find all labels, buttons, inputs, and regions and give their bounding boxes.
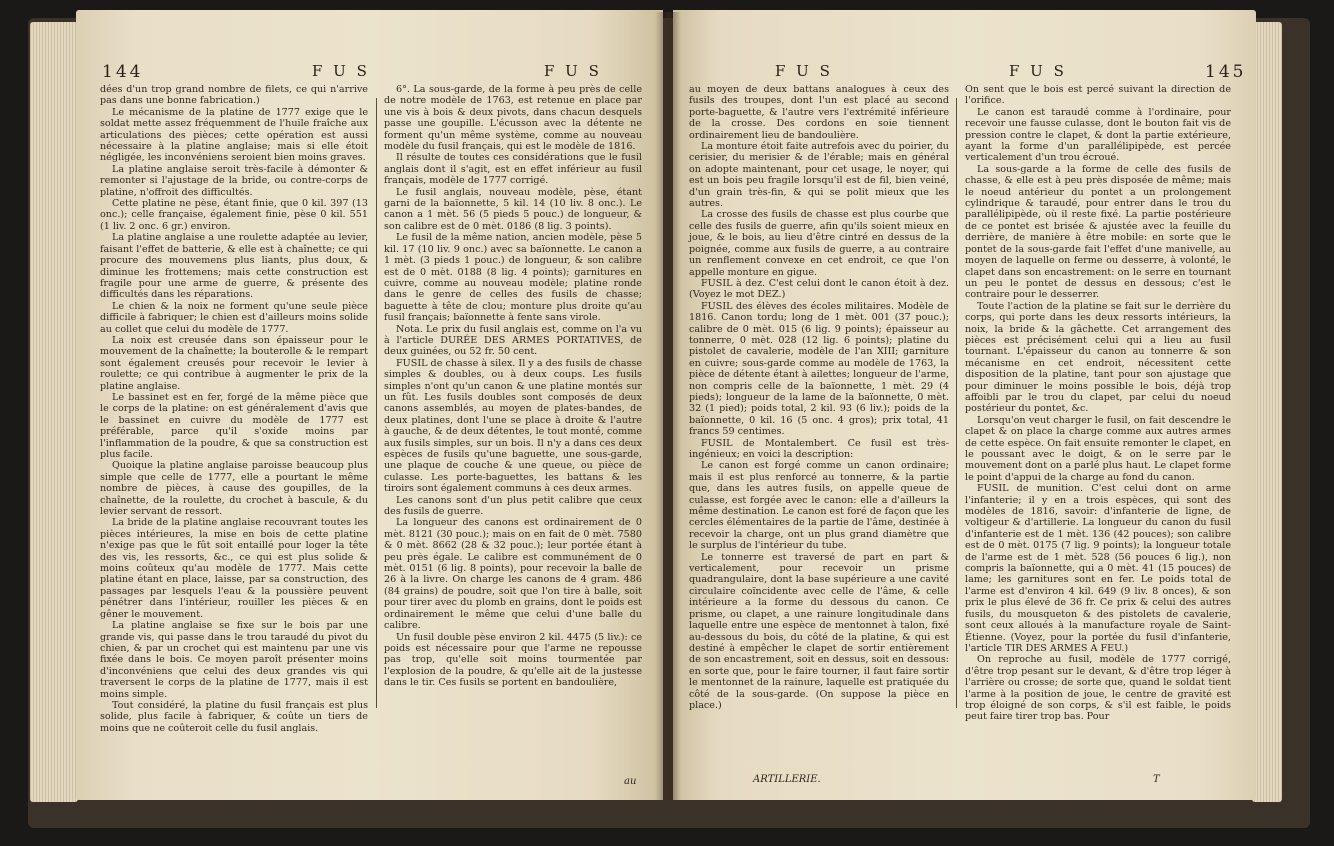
- paragraph: La monture étoit faite autrefois avec du poirier, du cerisier, du merisier & de l'érable; mais en général on adopte maintenant, pour cet usage, le noyer, qui est un bois peu fragile lorsqu'il est de fil, bien veiné, d'un grain très-fin, & qui se polit mieux que les autres.: [689, 141, 949, 210]
- page-number-left: 144: [102, 62, 144, 82]
- running-head-left-2: F U S: [544, 62, 602, 80]
- right-page-edges: [1252, 22, 1282, 802]
- paragraph: FUSIL de munition. C'est celui dont on arme l'infanterie; il y en a trois espèces, qui sont des modèles de 1816, savoir: d'infanterie de ligne, de voltigeur & d'artillerie. La longueur du canon du fusil d'infanterie est de 1 mèt. 136 (42 pouces); son calibre est de 0 mèt. 0175 (7 lig. 9 points); la longueur totale de l'arme est de 1 mèt. 528 (56 pouces 6 lig.), non compris la baïonnette, qui a 0 mèt. 41 (15 pouces) de lame; les garnitures sont en fer. Le poids total de l'arme est d'environ 4 kil. 649 (9 liv. 8 onces), & son prix le plus élevé de 36 fr. Ce prix & celui des autres fusils, du mousqueton & des pistolets de cavalerie, sont ceux alloués à la manufacture royale de Saint-Étienne. (Voyez, pour la portée du fusil d'infanterie, l'article TIR DES ARMES A FEU.): [965, 483, 1231, 654]
- paragraph: La platine anglaise se fixe sur le bois par une grande vis, qui passe dans le trou taraudé du pivot du chien, & par un crochet qui est maintenu par une vis fixée dans le bois. Ce moyen paroît présenter moins d'inconvéniens que celui des deux grandes vis qui traversent le corps de la platine de 1777, mais il est moins simple.: [100, 620, 368, 700]
- paragraph: FUSIL de Montalembert. Ce fusil est très-ingénieux; en voici la description:: [689, 437, 949, 460]
- signature-mark: ARTILLERIE.: [753, 774, 821, 785]
- paragraph: La crosse des fusils de chasse est plus courbe que celle des fusils de guerre, afin qu'ils soient mieux en joue, & le bois, au lieu d'être cintré en dessus de la poignée, comme aux fusils de guerre, a au contraire un renflement convexe en cet endroit, ce que l'on appelle monture en gigue.: [689, 209, 949, 278]
- running-head-right-1: F U S: [775, 62, 833, 80]
- paragraph: La platine anglaise seroit très-facile à démonter & remonter si l'ajustage de la bride, ou contre-corps de platine, n'offroit des difficultés.: [100, 163, 368, 198]
- right-column-1: [689, 84, 949, 711]
- paragraph: Le fusil de la même nation, ancien modèle, pèse 5 kil. 17 (10 liv. 9 onc.) avec sa baïonnette. Le canon a 1 mèt. (3 pieds 1 pouc.) de longueur, & son calibre est de 0 mèt. 0188 (8 lig. 4 points); garnitures en cuivre, comme au nouveau modèle; platine ronde dans le genre de celles des fusils de chasse; baguette à tête de clou; monture plus droite qu'au fusil français; baïonnette à fente sans virole.: [384, 232, 642, 324]
- paragraph: Nota. Le prix du fusil anglais est, comme on l'a vu à l'article DURÉE DES ARMES PORTATIVES, de deux guinées, ou 52 fr. 50 cent.: [384, 323, 642, 358]
- paragraph: La sous-garde a la forme de celle des fusils de chasse, & elle est à peu près disposée de même; mais le noeud antérieur du pontet a un prolongement cylindrique & taraudé, pour entrer dans le trou du parallélipipède, où il reste fixé. La partie postérieure de ce pontet est brisée & ajustée avec la feuille du derrière, de manière à être mobile: en sorte que le pontet de la sous-garde fait l'effet d'une manivelle, au moyen de laquelle on ferme ou desserre, à volonté, le clapet dans son encastrement: on le serre en tournant un peu le pontet de dessus en dessous; c'est le contraire pour le desserrer.: [965, 163, 1231, 301]
- running-head-right-2: F U S: [1009, 62, 1067, 80]
- left-column-2: [384, 84, 642, 689]
- paragraph: Le canon est forgé comme un canon ordinaire; mais il est plus renforcé au tonnerre, & la partie que, dans les autres fusils, on appelle queue de culasse, est forgée avec le canon: elle a d'ailleurs la même destination. Le canon est foré de façon que les cercles élémentaires de la partie de l'âme, destinée à recevoir la charge, ont un plus grand diamètre que le surplus de l'intérieur du tube.: [689, 460, 949, 552]
- signature-letter: T: [1153, 774, 1160, 785]
- paragraph: Le bassinet est en fer, forgé de la même pièce que le corps de la platine: on est généralement d'avis que le bassinet en cuivre du modèle de 1777 est préférable, parce qu'il s'oxide moins par l'inflammation de la poudre, & que sa construction est plus facile.: [100, 391, 368, 460]
- paragraph: FUSIL des élèves des écoles militaires. Modèle de 1816. Canon tordu; long de 1 mèt. 001 (37 pouc.); calibre de 0 mèt. 015 (6 lig. 9 points); épaisseur au tonnerre, 0 mèt. 028 (12 lig. 6 points); platine du pistolet de cavalerie, modèle de l'an XIII; garniture en cuivre; sous-garde comme au modèle de 1763, la pièce de détente étant à ailettes; longueur de l'arme, non compris celle de la baïonnette, 1 mèt. 29 (4 pieds); longueur de la lame de la baïonnette, 0 mèt. 32 (1 pied); poids total, 2 kil. 93 (6 liv.); poids de la baïonnette, 0 kil. 16 (5 onc. 4 gros); prix total, 41 francs 59 centimes.: [689, 300, 949, 438]
- paragraph: On reproche au fusil, modèle de 1777 corrigé, d'être trop pesant sur le devant, & d'être trop léger à l'arrière ou crosse; de sorte que, quand le soldat tient l'arme à la position de joue, le centre de gravité est trop éloigné de son corps, & s'il est faible, le poids peut faire tirer trop bas. Pour: [965, 654, 1231, 723]
- paragraph: La noix est creusée dans son épaisseur pour le mouvement de la chaînette; la bouterolle & le rempart sont également creusés pour recevoir le levier à roulette; ce qui contribue à augmenter le prix de la platine anglaise.: [100, 334, 368, 392]
- paragraph: Quoique la platine anglaise paroisse beaucoup plus simple que celle de 1777, elle a pourtant le même nombre de pièces, à cause des goupilles, de la chaînette, de la roulette, du crochet à bascule, & du levier servant de ressort.: [100, 460, 368, 518]
- page-number-right: 145: [1205, 62, 1247, 82]
- paragraph: au moyen de deux battans analogues à ceux des fusils des troupes, dont l'un est placé au second porte-baguette, & l'autre vers l'extrémité inférieure de la crosse. Des cordons en soie tiennent ordinairement lieu de bandoulière.: [689, 84, 949, 141]
- paragraph: Cette platine ne pèse, étant finie, que 0 kil. 397 (13 onc.); celle française, également finie, pèse 0 kil. 551 (1 liv. 2 onc. 6 gr.) environ.: [100, 198, 368, 232]
- book-gutter: [655, 12, 681, 800]
- catchword: au: [624, 776, 637, 787]
- paragraph: Un fusil double pèse environ 2 kil. 4475 (5 liv.): ce poids est nécessaire pour que l'arme ne repousse pas trop, qu'elle soit moins tourmentée par l'explosion de la poudre, & qu'elle ait de la justesse dans le tir. Ces fusils se portent en bandoulière,: [384, 631, 642, 689]
- paragraph: La platine anglaise a une roulette adaptée au levier, faisant l'effet de batterie, & elle est à chaînette; ce qui procure des mouvemens plus liants, plus doux, & diminue les frottemens; mais cette construction est fragile pour une arme de guerre, & présente des difficultés dans les réparations.: [100, 232, 368, 301]
- right-column-2: [965, 84, 1231, 723]
- paragraph: Les canons sont d'un plus petit calibre que ceux des fusils de guerre.: [384, 494, 642, 518]
- paragraph: Le canon est taraudé comme à l'ordinaire, pour recevoir une fausse culasse, dont le bouton fait vis de pression contre le clapet, & dont la partie extérieure, ayant la forme d'un parallélipipède, est percée verticalement d'un trou écroué.: [965, 106, 1231, 164]
- column-rule: [956, 98, 957, 708]
- paragraph: Lorsqu'on veut charger le fusil, on fait descendre le clapet & on place la charge comme aux autres armes de cette espèce. On fait ensuite remonter le clapet, en le poussant avec le doigt, & on le serre par le mouvement dont on a parlé plus haut. Le clapet forme le point d'appui de la charge au fond du canon.: [965, 414, 1231, 483]
- paragraph: Tout considéré, la platine du fusil français est plus solide, plus facile à fabriquer, & coûte un tiers de moins que ne coûteroit celle du fusil anglais.: [100, 699, 368, 734]
- column-rule: [376, 98, 377, 708]
- paragraph: La longueur des canons est ordinairement de 0 mèt. 8121 (30 pouc.); mais on en fait de 0 mèt. 7580 & 0 mèt. 8662 (28 & 32 pouc.); leur portée étant à peu près égale. Le calibre est communément de 0 mèt. 0151 (6 lig. 8 points), pour recevoir la balle de 26 à la livre. On charge les canons de 4 gram. 486 (84 grains) de poudre, soit que l'on tire à balle, soit pour tirer avec du plomb en grains, dont le poids est ordinairement le même que celui d'une balle du calibre.: [384, 517, 642, 632]
- right-page: [673, 10, 1256, 800]
- paragraph: dées d'un trop grand nombre de filets, ce qui n'arrive pas dans une bonne fabrication.): [100, 84, 368, 107]
- paragraph: 6°. La sous-garde, de la forme à peu près de celle de notre modèle de 1763, est retenue en place par une vis à bois & deux pivots, dans chacun desquels passe une goupille. L'écusson avec la détente ne forment qu'un même système, comme au nouveau modèle du fusil français, qui est le modèle de 1816.: [384, 84, 642, 153]
- paragraph: Le fusil anglais, nouveau modèle, pèse, étant garni de la baïonnette, 5 kil. 14 (10 liv. 8 onc.). Le canon a 1 mèt. 56 (5 pieds 5 pouc.) de longueur, & son calibre est de 0 mèt. 0186 (8 lig. 3 points).: [384, 186, 642, 232]
- left-page-edges: [30, 22, 78, 802]
- paragraph: La bride de la platine anglaise recouvrant toutes les pièces intérieures, la mise en bois de cette platine n'exige pas que le fût soit entaillé pour loger la tête des vis, les ressorts, &c., ce qui est plus solide & moins coûteux qu'au modèle de 1777. Mais cette platine étant en place, laisse, par sa construction, des passages par lesquels l'eau & la poussière peuvent pénétrer dans l'intérieur, rouiller les pièces & en gêner le mouvement.: [100, 517, 368, 620]
- paragraph: Toute l'action de la platine se fait sur le derrière du corps, qui porte dans les deux ressorts intérieurs, la noix, la bride & la gâchette. Cet arrangement des pièces est précisément celui qui a lieu au fusil tournant. L'épaisseur du canon au tonnerre & son mécanisme en cet endroit, nécessitent cette disposition de la platine, tant pour son ajustage que pour diminuer le moins possible le bois, déjà trop affoibli par le trou du clapet, par celui du noeud postérieur du pontet, &c.: [965, 300, 1231, 415]
- paragraph: On sent que le bois est percé suivant la direction de l'orifice.: [965, 84, 1231, 107]
- running-head-left-1: F U S: [312, 62, 370, 80]
- paragraph: FUSIL à dez. C'est celui dont le canon étoit à dez. (Voyez le mot DEZ.): [689, 277, 949, 301]
- paragraph: FUSIL de chasse à silex. Il y a des fusils de chasse simples & doubles, ou à deux coups. Les fusils simples n'ont qu'un canon & une platine montés sur un fût. Les fusils doubles sont composés de deux canons assemblés, au moyen de plates-bandes, de deux platines, dont l'une se place à droite & l'autre à gauche, & de deux détentes, le tout monté, comme aux fusils simples, sur un bois. Il n'y a dans ces deux espèces de fusils qu'une baguette, une sous-garde, une plaque de couche & une queue, ou pièce de culasse. Les porte-baguettes, les battans & les tiroirs sont également communs à ces deux armes.: [384, 357, 642, 495]
- left-column-1: [100, 84, 368, 734]
- paragraph: Le chien & la noix ne forment qu'une seule pièce difficile à fabriquer; le chien est d'ailleurs moins solide au collet que celui du modèle de 1777.: [100, 300, 368, 335]
- paragraph: Le mécanisme de la platine de 1777 exige que le soldat mette assez fréquemment de l'huile fraîche aux articulations des pièces; cette opération est aussi nécessaire à la platine anglaise; mais si elle étoit négligée, les inconvéniens seroient bien moins graves.: [100, 106, 368, 164]
- paragraph: Le tonnerre est traversé de part en part & verticalement, pour recevoir un prisme quadrangulaire, dont la base supérieure a une cavité circulaire coïncidente avec celle de l'âme, & celle intérieure a la forme du dessous du canon. Ce prisme, ou clapet, a une rainure longitudinale dans laquelle entre une espèce de mentonnet à talon, fixé au-dessous du bois, du côté de la platine, & qui est destiné à empêcher le clapet de sortir entièrement de son encastrement, soit en dessus, soit en dessous: en sorte que, pour le faire tourner, il faut faire sortir le mentonnet de la rainure, laquelle est pratiquée du côté de la sous-garde. (On suppose la pièce en place.): [689, 551, 949, 711]
- left-page: [76, 10, 663, 800]
- paragraph: Il résulte de toutes ces considérations que le fusil anglais dont il s'agit, est en effet inférieur au fusil français, modèle de 1777 corrigé.: [384, 152, 642, 187]
